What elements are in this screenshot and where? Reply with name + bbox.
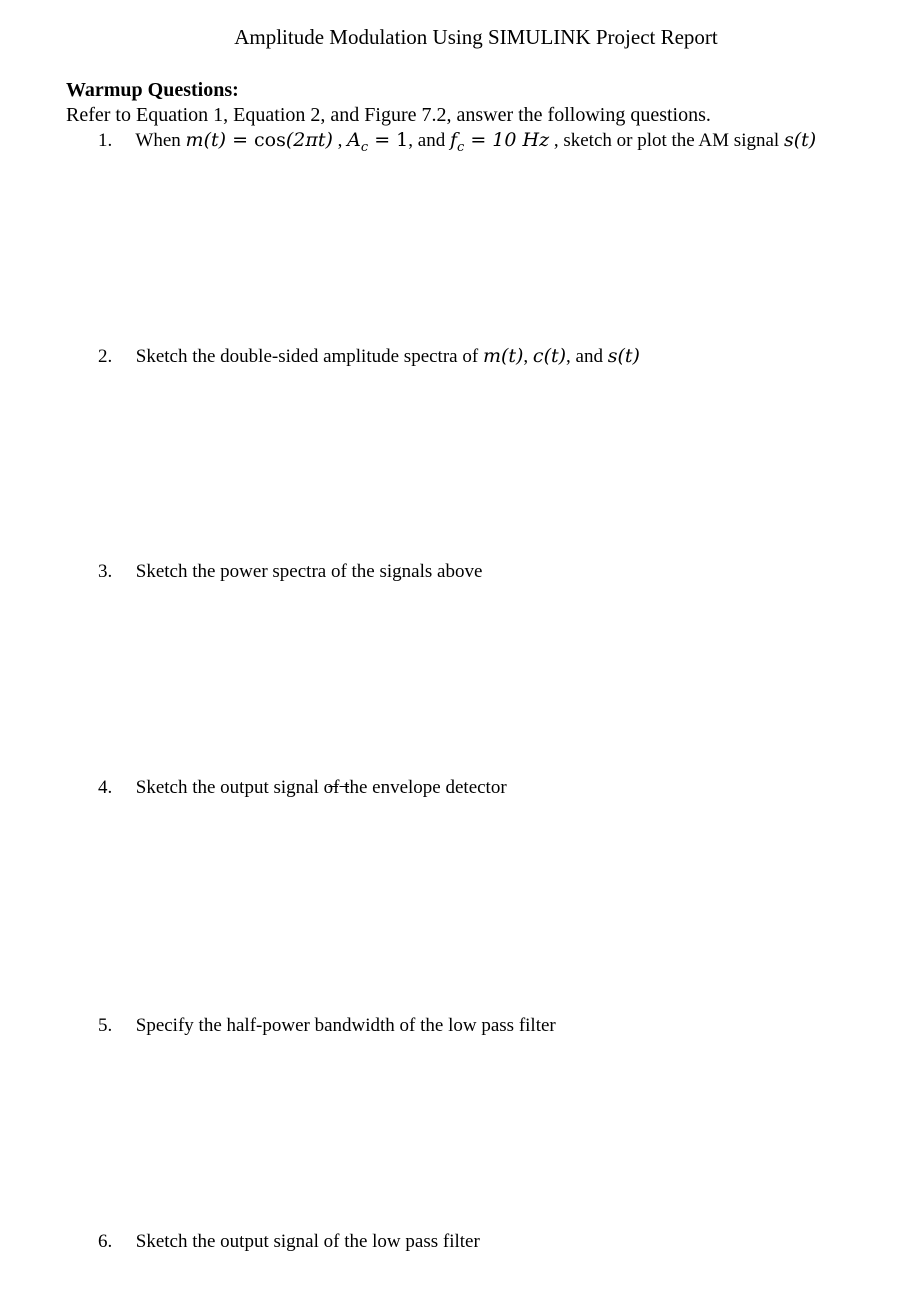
question-1-suffix: , sketch or plot the AM signal [549,130,784,151]
separator: , [523,346,533,367]
separator: , and [566,346,608,367]
intro-text: Refer to Equation 1, Equation 2, and Figure 7.2, answer the following questions. [66,104,711,126]
question-number: 1. [98,130,113,151]
question-3 [98,560,482,584]
carrier-amplitude-expr [347,129,409,155]
separator: , [332,130,348,151]
question-number: 6. [98,1231,113,1252]
am-signal-expr: s(t) [783,129,817,151]
section-heading: Warmup Questions: [66,79,239,101]
cos-argument: (2πt) [285,129,333,151]
question-number: 3. [98,561,113,582]
question-6-text: Sketch the output signal of the low pass filter [135,1231,480,1252]
question-1 [98,128,816,160]
question-4 [98,776,507,800]
fc-subscript: c [457,139,465,155]
fc-value: = 10 Hz [464,129,550,151]
carrier-frequency-expr [449,129,550,155]
question-2 [98,344,640,369]
question-5 [98,1014,556,1038]
ac-base: A [347,129,361,151]
question-2-text: Sketch the double-sided amplitude spectra of [135,346,483,367]
message-signal-expr: m(t) [482,345,524,367]
question-number: 5. [98,1015,113,1036]
question-4-text: Sketch the output signal o̶f ̶the envelope detector [135,777,507,798]
question-number: 4. [98,777,113,798]
fc-base: f [449,129,458,151]
question-number: 2. [98,346,113,367]
cos-function: cos [254,129,286,151]
carrier-signal-expr: c(t) [532,345,567,367]
separator: , and [408,130,450,151]
m-expr-lhs: m(t) = [185,129,255,151]
question-3-text: Sketch the power spectra of the signals above [135,561,483,582]
document-title: Amplitude Modulation Using SIMULINK Project Report [234,25,718,49]
question-6 [98,1230,480,1254]
question-1-prefix: When [135,130,181,151]
am-signal-expr: s(t) [607,345,640,367]
message-signal-expr [186,129,333,151]
ac-subscript: c [360,139,369,155]
ac-value: = 1 [368,129,409,151]
question-5-text: Specify the half-power bandwidth of the low pass filter [135,1015,556,1036]
